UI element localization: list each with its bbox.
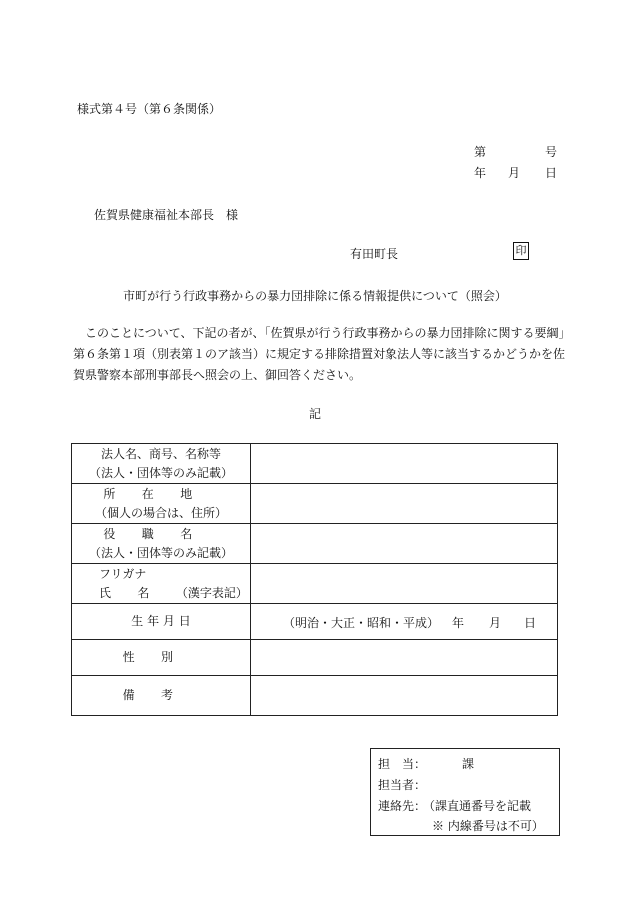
label-dob: 生 年 月 日 bbox=[72, 604, 251, 640]
label-name-note: （漢字表記） bbox=[175, 585, 248, 600]
field-dob[interactable] bbox=[251, 604, 558, 640]
label-address-note: （個人の場合は、住所） bbox=[94, 505, 227, 520]
table-row-address bbox=[72, 484, 558, 524]
field-position[interactable] bbox=[251, 524, 558, 564]
contact-phone-label: 連絡先： bbox=[378, 799, 427, 813]
label-name-main: 氏名 bbox=[99, 585, 176, 600]
label-address bbox=[72, 484, 251, 524]
dob-era-options: （明治・大正・昭和・平成） bbox=[283, 616, 440, 630]
date-day-label: 日 bbox=[545, 166, 558, 180]
table-row-corp-name bbox=[72, 444, 558, 484]
label-position bbox=[72, 524, 251, 564]
document-number-suffix: 号 bbox=[545, 145, 558, 159]
dob-year-label: 年 bbox=[452, 616, 465, 630]
contact-phone-note2: ※ 内線番号は不可） bbox=[432, 819, 544, 833]
contact-dept-suffix: 課 bbox=[462, 757, 475, 771]
document-subject: 市町が行う行政事務からの暴力団排除に係る情報提供について（照会） bbox=[123, 289, 507, 303]
ki-heading: 記 bbox=[308, 407, 321, 421]
table-row-position bbox=[72, 524, 558, 564]
dob-month-label: 月 bbox=[489, 616, 502, 630]
label-furigana: フリガナ bbox=[99, 566, 147, 581]
field-remarks[interactable] bbox=[251, 676, 558, 716]
body-paragraph: このことについて、下記の者が、「佐賀県が行う行政事務からの暴力団排除に関する要綱」第６条第１項（別表第１のア該当）に規定する排除措置対象法人等に該当するかどうかを佐賀県警察本部刑事部長へ照会の上、御回答ください。 bbox=[73, 326, 571, 382]
label-position-main: 役職名 bbox=[103, 526, 219, 541]
form-number: 様式第４号（第６条関係） bbox=[77, 102, 222, 116]
addressee: 佐賀県健康福祉本部長 様 bbox=[94, 208, 239, 222]
label-corp-name-main: 法人名、商号、名称等 bbox=[100, 446, 221, 461]
table-row-name bbox=[72, 564, 558, 604]
field-name[interactable] bbox=[251, 564, 558, 604]
contact-box bbox=[370, 748, 560, 836]
table-row-dob bbox=[72, 604, 558, 640]
sender-name: 有田町長 bbox=[350, 247, 399, 261]
label-corp-name-note: （法人・団体等のみ記載） bbox=[88, 465, 233, 480]
label-address-main: 所在地 bbox=[103, 486, 219, 501]
date-year-label: 年 bbox=[474, 166, 487, 180]
label-remarks-text: 備考 bbox=[122, 688, 200, 702]
document-number-prefix: 第 bbox=[474, 145, 487, 159]
label-sex-text: 性別 bbox=[122, 650, 200, 664]
label-name bbox=[72, 564, 251, 604]
label-position-note: （法人・団体等のみ記載） bbox=[88, 545, 233, 560]
field-sex[interactable] bbox=[251, 640, 558, 676]
table-row-remarks bbox=[72, 676, 558, 716]
label-sex bbox=[72, 640, 251, 676]
label-corp-name bbox=[72, 444, 251, 484]
contact-person-label: 担当者： bbox=[378, 778, 427, 792]
date-month-label: 月 bbox=[508, 166, 521, 180]
seal-mark: 印 bbox=[513, 242, 529, 260]
information-table bbox=[71, 443, 558, 716]
dob-day-label: 日 bbox=[524, 616, 537, 630]
table-row-sex bbox=[72, 640, 558, 676]
field-corp-name[interactable] bbox=[251, 444, 558, 484]
contact-dept-label: 担 当： bbox=[378, 757, 427, 771]
field-address[interactable] bbox=[251, 484, 558, 524]
label-remarks bbox=[72, 676, 251, 716]
contact-phone-note: （課直通番号を記載 bbox=[423, 799, 532, 813]
